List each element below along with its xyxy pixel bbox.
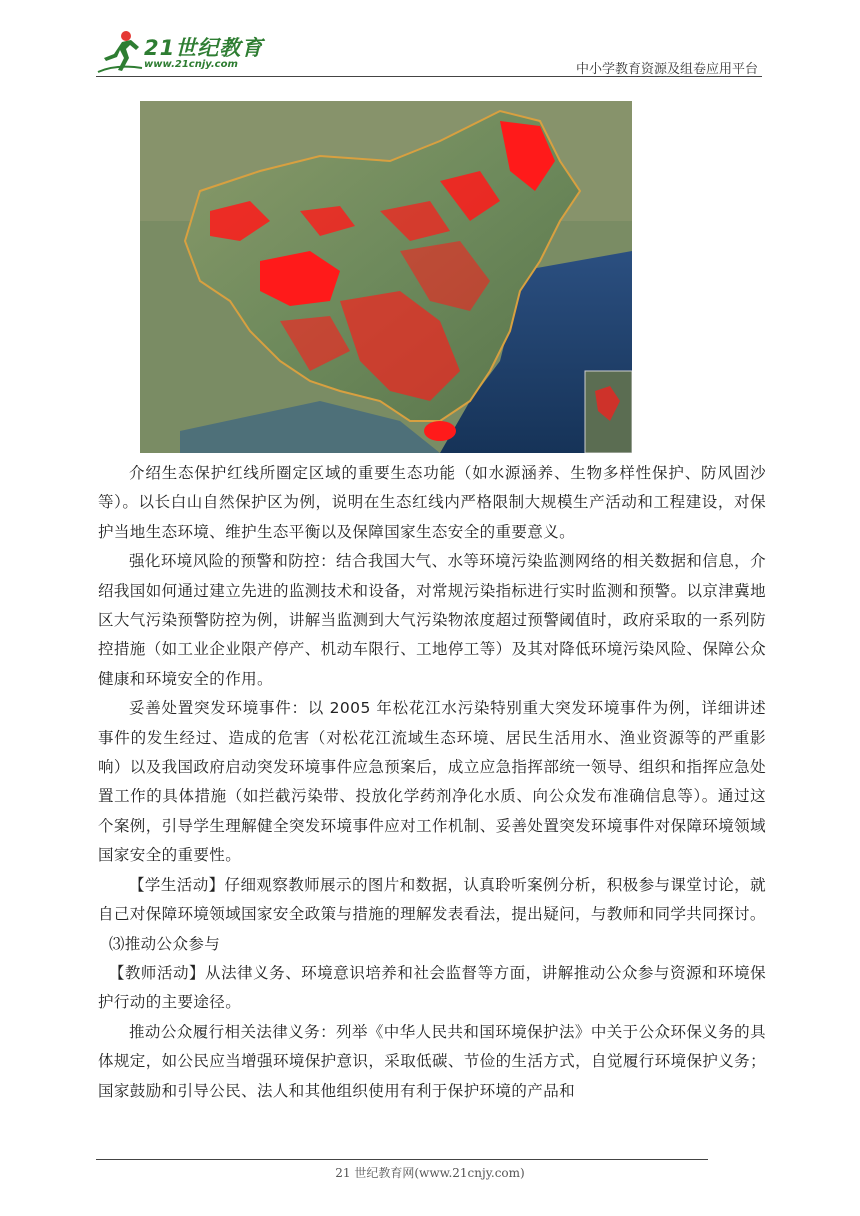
paragraph-ecological-redline: 介绍生态保护红线所圈定区域的重要生态功能（如水源涵养、生物多样性保护、防风固沙等）。以长白山自然保护区为例，说明在生态红线内严格限制大规模生产活动和工程建设，对保护当地生态环境、维护生态平衡以及保障国家生态安全的重要意义。	[98, 464, 766, 541]
china-map-illustration	[140, 101, 632, 453]
site-logo[interactable]	[96, 28, 266, 76]
section-heading-public-participation: ⑶推动公众参与	[108, 934, 221, 953]
paragraph-legal-obligations: 推动公众履行相关法律义务：列举《中华人民共和国环境保护法》中关于公众环保义务的具体规定，如公民应当增强环境保护意识，采取低碳、节俭的生活方式，自觉履行环境保护义务；国家鼓励和引导公民、法人和其他组织使用有利于保护环境的产品和	[98, 1022, 766, 1100]
footer-divider	[96, 1159, 708, 1160]
platform-name: 中小学教育资源及组卷应用平台	[575, 62, 758, 77]
header-divider	[96, 76, 762, 77]
logo-url-text: www.21cnjy.com	[144, 59, 238, 70]
article-body	[98, 459, 766, 1106]
logo-brand-text: 21世纪教育	[144, 36, 264, 60]
page-footer[interactable]: 21 世纪教育网(www.21cnjy.com)	[335, 1166, 525, 1180]
paragraph-student-activity: 【学生活动】仔细观察教师展示的图片和数据，认真聆听案例分析，积极参与课堂讨论，就自己对保障环境领域国家安全政策与措施的理解发表看法，提出疑问，与教师和同学共同探讨。	[98, 875, 766, 924]
page-header	[96, 28, 762, 78]
paragraph-risk-warning: 强化环境风险的预警和防控：结合我国大气、水等环境污染监测网络的相关数据和信息，介绍我国如何通过建立先进的监测技术和设备，对常规污染指标进行实时监测和预警。以京津冀地区大气污染预警防控为例，讲解当监测到大气污染物浓度超过预警阈值时，政府采取的一系列防控措施（如工业企业限产停产、机动车限行、工地停工等）及其对降低环境污染风险、保障公众健康和环境安全的作用。	[98, 552, 766, 688]
runner-logo-icon	[96, 28, 146, 76]
paragraph-emergency-handling: 妥善处置突发环境事件：以 2005 年松花江水污染特别重大突发环境事件为例，详细讲述事件的发生经过、造成的危害（对松花江流域生态环境、居民生活用水、渔业资源等的严重影响）以及我国政府启动突发环境事件应急预案后，成立应急指挥部统一领导、组织和指挥应急处置工作的具体措施（如拦截污染带、投放化学药剂净化水质、向公众发布准确信息等）。通过这个案例，引导学生理解健全突发环境事件应对工作机制、妥善处置突发环境事件对保障环境领域国家安全的重要性。	[98, 699, 766, 865]
red-line-map-image	[140, 101, 632, 453]
paragraph-teacher-activity: 【教师活动】从法律义务、环境意识培养和社会监督等方面，讲解推动公众参与资源和环境保护行动的主要途径。	[98, 963, 766, 1012]
